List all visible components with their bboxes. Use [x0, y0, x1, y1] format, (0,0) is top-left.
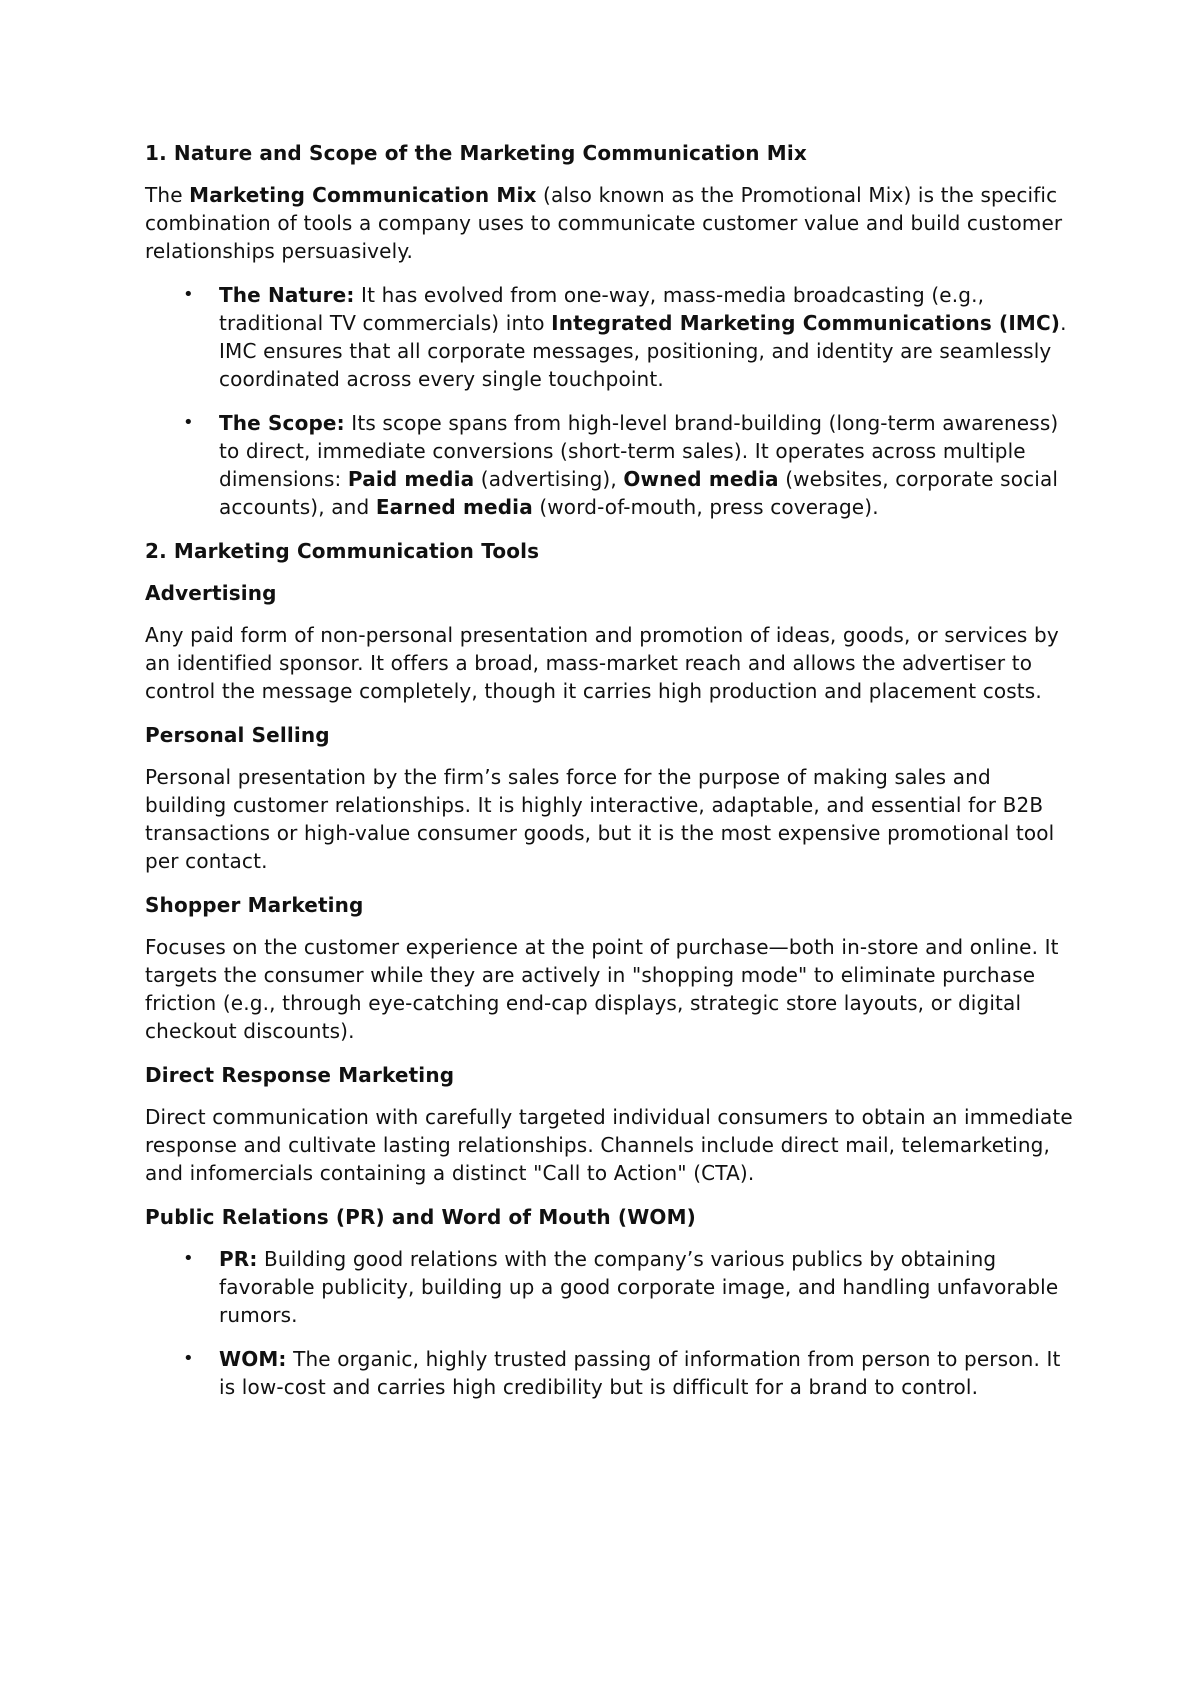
bullet-text: (advertising),: [474, 467, 624, 491]
bullet-text: It has evolved from one-way, mass-media broadcasting (e.g., traditional TV commercials) into: [219, 283, 985, 335]
pr-wom-heading: Public Relations (PR) and Word of Mouth (WOM): [145, 1205, 696, 1229]
bullet-icon: •: [183, 284, 194, 305]
pr-wom-bullet-list: [145, 1245, 1075, 1401]
bullet-icon: •: [183, 412, 194, 433]
document-body: [145, 139, 1075, 1417]
bullet-bold-term: Owned media: [623, 467, 779, 491]
bullet-label: The Scope:: [219, 411, 345, 435]
list-item: [145, 1245, 1075, 1329]
section-2-heading: 2. Marketing Communication Tools: [145, 539, 540, 563]
section-1-bullet-list: [145, 281, 1075, 521]
shopper-marketing-body: Focuses on the customer experience at the point of purchase—both in-store and online. It targets the consumer while they are actively in "shopping mode" to eliminate purchase friction (e.g., through eye-catching end-cap displays, strategic store layouts, or digital checkout discounts).: [145, 935, 1059, 1043]
list-item: [145, 409, 1075, 521]
bullet-icon: •: [183, 1248, 194, 1269]
bullet-bold-term: Earned media: [375, 495, 533, 519]
direct-response-body: Direct communication with carefully targeted individual consumers to obtain an immediate response and cultivate lasting relationships. Channels include direct mail, telemarketing, and infomercials containing a distinct "Call to Action" (CTA).: [145, 1105, 1073, 1185]
bullet-text: Building good relations with the company’s various publics by obtaining favorable publicity, building up a good corporate image, and handling unfavorable rumors.: [219, 1247, 1059, 1327]
bullet-text: The organic, highly trusted passing of information from person to person. It is low-cost and carries high credibility but is difficult for a brand to control.: [219, 1347, 1061, 1399]
intro-text: The: [145, 183, 190, 207]
advertising-heading: Advertising: [145, 581, 277, 605]
bullet-icon: •: [183, 1348, 194, 1369]
bullet-text: (word-of-mouth, press coverage).: [532, 495, 879, 519]
advertising-body: Any paid form of non-personal presentation and promotion of ideas, goods, or services by an identified sponsor. It offers a broad, mass-market reach and allows the advertiser to control the message completely, though it carries high production and placement costs.: [145, 623, 1059, 703]
direct-response-heading: Direct Response Marketing: [145, 1063, 455, 1087]
bullet-bold-term: Integrated Marketing Communications (IMC): [551, 311, 1061, 335]
bullet-label: The Nature:: [219, 283, 355, 307]
section-1-intro: [145, 181, 1075, 265]
intro-bold-term: Marketing Communication Mix: [189, 183, 537, 207]
bullet-text: . IMC ensures that all corporate messages, positioning, and identity are seamlessly coordinated across every single touchpoint.: [219, 311, 1067, 391]
list-item: [145, 281, 1075, 393]
section-1-heading: 1. Nature and Scope of the Marketing Communication Mix: [145, 141, 807, 165]
bullet-text: (websites, corporate social accounts), and: [219, 467, 1059, 519]
shopper-marketing-heading: Shopper Marketing: [145, 893, 364, 917]
intro-text-rest: (also known as the Promotional Mix) is the specific combination of tools a company uses to communicate customer value and build customer relationships persuasively.: [145, 183, 1063, 263]
bullet-text: Its scope spans from high-level brand-building (long-term awareness) to direct, immediate conversions (short-term sales). It operates across multiple dimensions:: [219, 411, 1059, 491]
bullet-bold-term: Paid media: [347, 467, 475, 491]
bullet-label: WOM:: [219, 1347, 287, 1371]
personal-selling-heading: Personal Selling: [145, 723, 330, 747]
personal-selling-body: Personal presentation by the firm’s sales force for the purpose of making sales and building customer relationships. It is highly interactive, adaptable, and essential for B2B transactions or high-value consumer goods, but it is the most expensive promotional tool per contact.: [145, 765, 1055, 873]
bullet-label: PR:: [219, 1247, 258, 1271]
list-item: [145, 1345, 1075, 1401]
